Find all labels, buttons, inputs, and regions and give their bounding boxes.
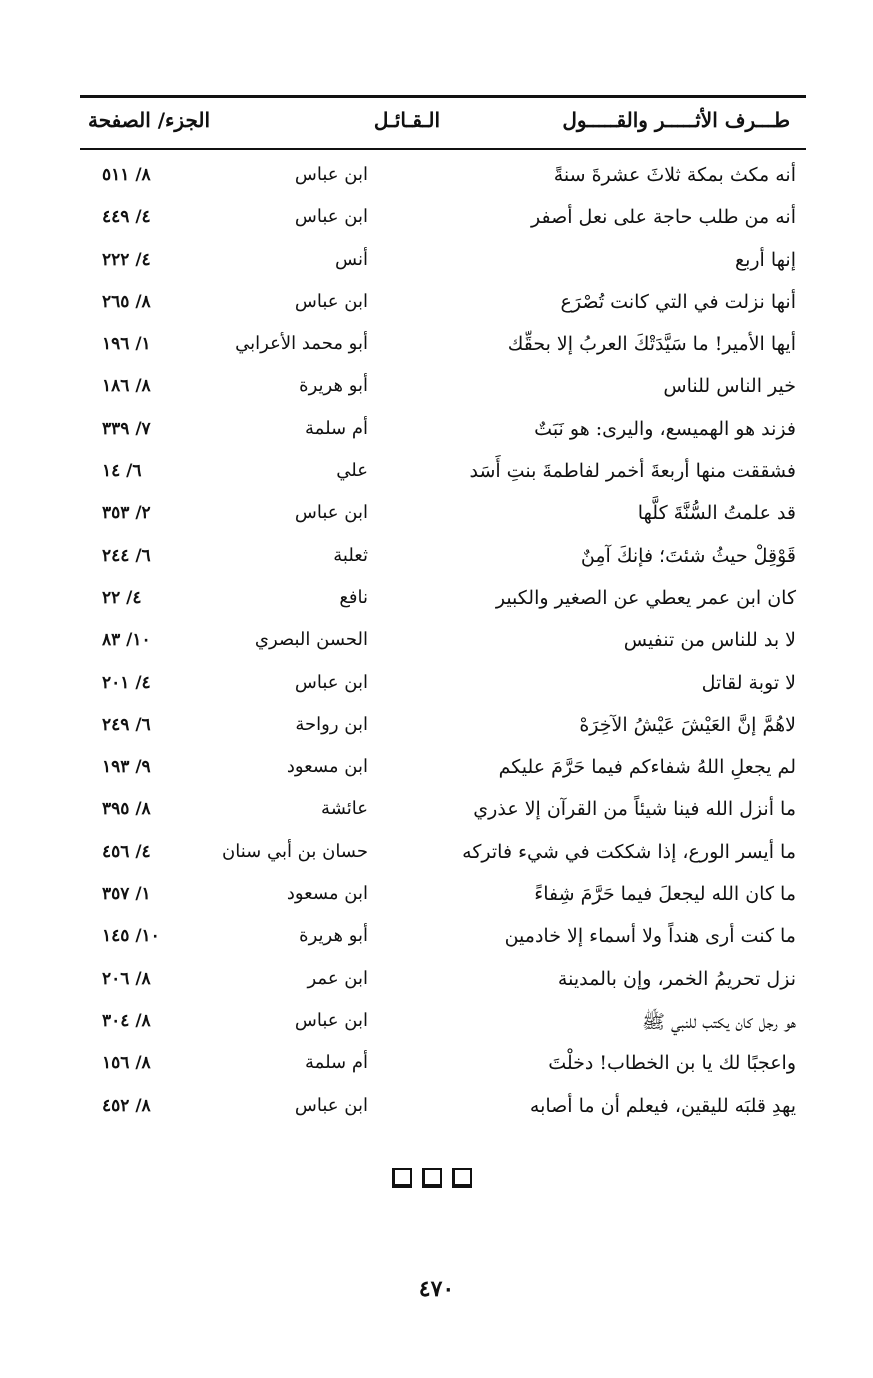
row-volume-page: ٧/ ٣٣٩	[102, 418, 151, 439]
row-phrase: واعجبًا لك يا بن الخطاب! دخلْتَ	[548, 1052, 796, 1075]
row-phrase: ما أيسر الورع، إذا شككت في شيء فاتركه	[462, 840, 796, 863]
table-row	[80, 243, 806, 285]
table-row	[80, 1004, 806, 1046]
row-phrase: ما أنزل الله فينا شيئاً من القرآن إلا عذري	[473, 798, 796, 821]
row-speaker: ابن عباس	[294, 206, 368, 228]
row-phrase: لا بد للناس من تنفيس	[623, 629, 796, 652]
row-speaker: ابن مسعود	[286, 756, 368, 778]
row-volume-page: ٨/ ١٥٦	[102, 1053, 151, 1074]
section-end-ornament	[392, 1168, 482, 1192]
header-phrase: طـــرف الأثـــــر والقـــــول	[562, 108, 790, 132]
row-speaker: ابن عباس	[294, 290, 368, 312]
row-phrase: كان ابن عمر يعطي عن الصغير والكبير	[495, 586, 796, 609]
row-volume-page: ٨/ ٣٠٤	[102, 1010, 151, 1031]
table-row	[80, 1089, 806, 1131]
table-row	[80, 792, 806, 834]
table-row	[80, 581, 806, 623]
row-speaker: أبو هريرة	[299, 925, 368, 947]
row-volume-page: ٨/ ٢٦٥	[102, 291, 151, 312]
row-speaker: ابن مسعود	[286, 883, 368, 905]
row-speaker: الحسن البصري	[254, 629, 368, 651]
row-volume-page: ٨/ ٣٩٥	[102, 799, 151, 820]
row-phrase: إنها أربع	[734, 248, 796, 271]
table-row	[80, 835, 806, 877]
table-row	[80, 1046, 806, 1088]
row-phrase: قَوْقِلْ حيثُ شئتَ؛ فإنكَ آمِنٌ	[580, 544, 796, 567]
row-volume-page: ١٠/ ٨٣	[102, 630, 151, 651]
row-volume-page: ٦/ ٢٤٤	[102, 545, 151, 566]
row-speaker: أنس	[335, 248, 368, 270]
row-speaker: أبو محمد الأعرابي	[235, 333, 368, 355]
row-speaker: ابن عباس	[294, 502, 368, 524]
ornament-square	[392, 1168, 412, 1188]
row-volume-page: ٩/ ١٩٣	[102, 757, 151, 778]
row-speaker: ابن رواحة	[295, 713, 368, 735]
row-volume-page: ٨/ ٢٠٦	[102, 968, 151, 989]
page-number: ٤٧٠	[418, 1276, 455, 1302]
row-speaker: حسان بن أبي سنان	[222, 840, 368, 862]
row-speaker: عائشة	[321, 798, 368, 820]
row-volume-page: ٢/ ٣٥٣	[102, 503, 151, 524]
row-volume-page: ١/ ١٩٦	[102, 334, 151, 355]
header-volume-page: الجزء/ الصفحة	[88, 108, 211, 132]
row-speaker: ابن عباس	[294, 164, 368, 185]
table-row	[80, 877, 806, 919]
row-phrase: أنه مكث بمكة ثلاثَ عشرةَ سنةً	[553, 164, 796, 186]
row-speaker: ثعلبة	[333, 544, 368, 566]
row-speaker: ابن عباس	[294, 671, 368, 693]
table-row	[80, 158, 806, 200]
table-row	[80, 412, 806, 454]
row-speaker: أم سلمة	[305, 1052, 368, 1074]
row-speaker: ابن عباس	[294, 1094, 368, 1116]
row-volume-page: ٤/ ٢٠١	[102, 672, 151, 693]
table-row	[80, 327, 806, 369]
row-speaker: نافع	[339, 586, 368, 608]
top-rule	[80, 95, 806, 98]
row-volume-page: ٤/ ٢٢	[102, 587, 142, 608]
row-volume-page: ٤/ ٤٤٩	[102, 207, 151, 228]
table-row	[80, 454, 806, 496]
row-phrase: قد علمتُ السُّنَّةَ كلَّها	[637, 502, 796, 525]
table-row	[80, 708, 806, 750]
row-volume-page: ٨/ ٥١١	[102, 165, 151, 185]
row-phrase: لم يجعلِ اللهُ شفاءكم فيما حَرَّمَ عليكم	[498, 756, 796, 779]
row-volume-page: ٤/ ٢٢٢	[102, 249, 151, 270]
row-phrase: أنها نزلت في التي كانت تُصْرَع	[560, 290, 796, 313]
ornament-square	[422, 1168, 442, 1188]
table-row	[80, 496, 806, 538]
row-phrase: أيها الأمير! ما سَيَّدَتْكَ العربُ إلا بحقِّك	[507, 333, 796, 356]
table-row	[80, 919, 806, 961]
row-volume-page: ١٠/ ١٤٥	[102, 926, 160, 947]
header-speaker: الـقـائـل	[373, 108, 440, 132]
table-row	[80, 666, 806, 708]
row-phrase: نزل تحريمُ الخمر، وإن بالمدينة	[557, 967, 796, 990]
row-phrase: ما كان الله ليجعلَ فيما حَرَّمَ شِفاءً	[534, 883, 796, 906]
ornament-square	[452, 1168, 472, 1188]
row-volume-page: ٦/ ١٤	[102, 461, 142, 482]
table-row	[80, 539, 806, 581]
row-phrase: فشققت منها أربعةَ أخمر لفاطمةَ بنتِ أَسَد	[469, 460, 796, 483]
table-row	[80, 285, 806, 327]
table-row	[80, 200, 806, 242]
row-speaker: ابن عباس	[294, 1009, 368, 1031]
row-volume-page: ١/ ٣٥٧	[102, 884, 151, 905]
row-speaker: أم سلمة	[305, 417, 368, 439]
table-row	[80, 962, 806, 1004]
row-phrase: هو رجل كان يكتب للنبي ﷺ	[641, 1010, 796, 1033]
table-row	[80, 369, 806, 411]
table-row	[80, 750, 806, 792]
row-phrase: يهدِ قلبَه لليقين، فيعلم أن ما أصابه	[529, 1094, 796, 1117]
index-table	[80, 158, 806, 1131]
row-phrase: فزند هو الهميسع، واليرى: هو نَبَتٌ	[534, 417, 796, 440]
row-volume-page: ٤/ ٤٥٦	[102, 841, 151, 862]
row-phrase: خير الناس للناس	[663, 375, 796, 398]
row-phrase: لاهُمَّ إنَّ العَيْشَ عَيْشُ الآخِرَهْ	[579, 713, 796, 736]
row-phrase: ما كنت أرى هنداً ولا أسماء إلا خادمين	[504, 925, 796, 948]
row-phrase: أنه من طلب حاجة على نعل أصفر	[531, 206, 796, 229]
row-speaker: علي	[336, 460, 368, 482]
header-rule	[80, 148, 806, 150]
row-speaker: ابن عمر	[307, 967, 368, 989]
row-phrase: لا توبة لقاتل	[701, 671, 796, 694]
table-header	[80, 108, 806, 144]
row-volume-page: ٦/ ٢٤٩	[102, 714, 151, 735]
row-volume-page: ٨/ ٤٥٢	[102, 1095, 151, 1116]
row-volume-page: ٨/ ١٨٦	[102, 376, 151, 397]
table-row	[80, 623, 806, 665]
row-speaker: أبو هريرة	[299, 375, 368, 397]
